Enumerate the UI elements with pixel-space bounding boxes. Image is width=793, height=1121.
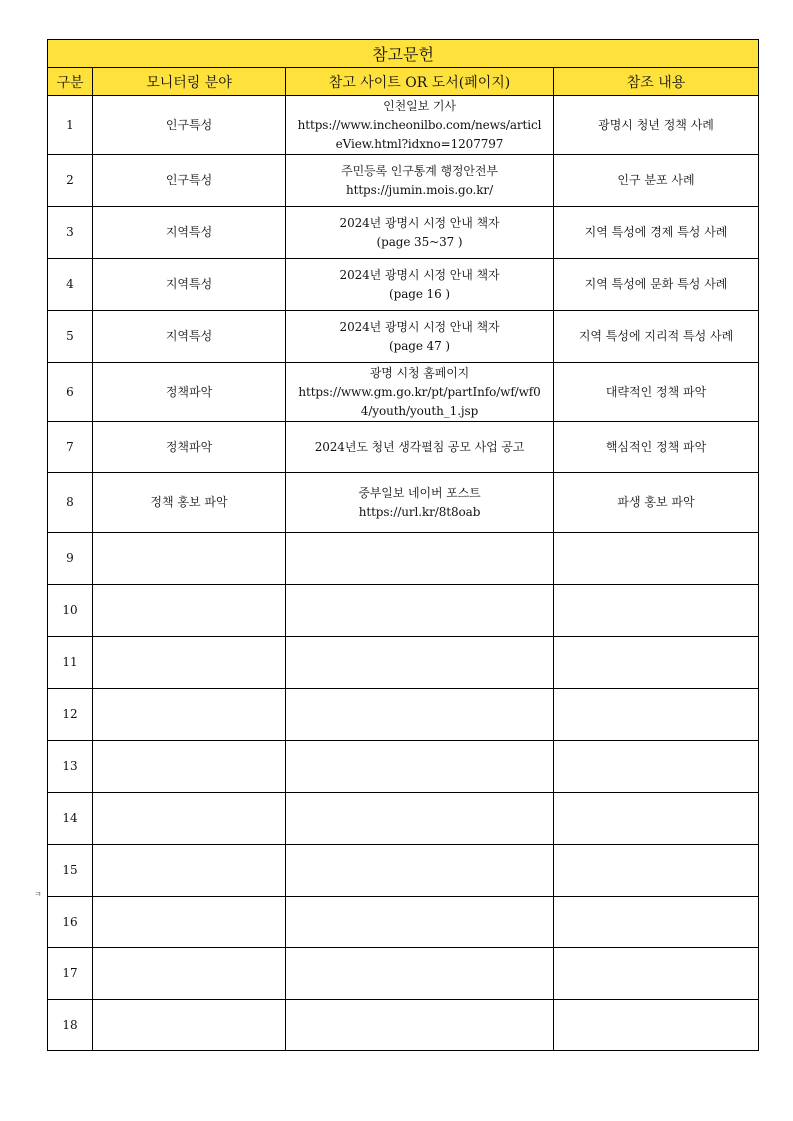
table-row (48, 637, 759, 689)
row-no: 1 (48, 96, 93, 155)
row-field (93, 585, 286, 637)
table-body (48, 96, 759, 1051)
table-row (48, 897, 759, 948)
table-row (48, 155, 759, 207)
table-row (48, 948, 759, 1000)
source-line: https://www.gm.go.kr/pt/partInfo/wf/wf0 (298, 384, 541, 399)
table-row (48, 96, 759, 155)
table-row (48, 311, 759, 363)
source-line: 2024년 광명시 시정 안내 책자 (339, 215, 500, 230)
table-row (48, 533, 759, 585)
row-content (554, 1000, 759, 1051)
row-field: 정책파악 (93, 363, 286, 422)
row-no: 13 (48, 741, 93, 793)
row-no: 6 (48, 363, 93, 422)
table-row (48, 207, 759, 259)
table-row (48, 689, 759, 741)
source-line: (page 16 ) (389, 286, 450, 301)
source-line: https://www.incheonilbo.com/news/articl (297, 117, 542, 132)
row-content (554, 897, 759, 948)
row-no: 15 (48, 845, 93, 897)
row-source (286, 259, 554, 311)
row-no: 12 (48, 689, 93, 741)
table-row (48, 363, 759, 422)
row-no: 16 (48, 897, 93, 948)
row-no: 14 (48, 793, 93, 845)
row-content (554, 637, 759, 689)
row-source (286, 207, 554, 259)
header-field: 모니터링 분야 (93, 68, 286, 96)
row-no: 17 (48, 948, 93, 1000)
row-source (286, 155, 554, 207)
row-content (554, 533, 759, 585)
row-field (93, 845, 286, 897)
row-field: 지역특성 (93, 311, 286, 363)
row-content (554, 741, 759, 793)
row-content: 인구 분포 사례 (554, 155, 759, 207)
row-source (286, 422, 554, 473)
row-no: 11 (48, 637, 93, 689)
row-no: 2 (48, 155, 93, 207)
row-source (286, 637, 554, 689)
row-content (554, 948, 759, 1000)
source-line: 인천일보 기사 (383, 98, 456, 113)
row-source (286, 741, 554, 793)
row-source (286, 793, 554, 845)
source-line: 4/youth/youth_1.jsp (360, 403, 479, 418)
source-line: eView.html?idxno=1207797 (335, 136, 504, 151)
row-no: 8 (48, 473, 93, 533)
row-source (286, 96, 554, 155)
row-no: 3 (48, 207, 93, 259)
source-line: 주민등록 인구통계 행정안전부 (341, 163, 498, 178)
source-line: 2024년 광명시 시정 안내 책자 (339, 319, 500, 334)
row-field (93, 948, 286, 1000)
reference-table (47, 39, 759, 1051)
row-content: 핵심적인 정책 파악 (554, 422, 759, 473)
row-source (286, 585, 554, 637)
row-field: 지역특성 (93, 207, 286, 259)
table-row (48, 845, 759, 897)
row-content: 파생 홍보 파악 (554, 473, 759, 533)
row-content (554, 585, 759, 637)
row-field (93, 533, 286, 585)
row-content: 지역 특성에 문화 특성 사례 (554, 259, 759, 311)
row-content: 지역 특성에 지리적 특성 사례 (554, 311, 759, 363)
row-content: 대략적인 정책 파악 (554, 363, 759, 422)
row-content: 광명시 청년 정책 사례 (554, 96, 759, 155)
row-content (554, 845, 759, 897)
source-line: (page 47 ) (389, 338, 450, 353)
row-no: 18 (48, 1000, 93, 1051)
row-field (93, 793, 286, 845)
row-no: 9 (48, 533, 93, 585)
source-line: 광명 시청 홈페이지 (369, 365, 470, 380)
row-field: 지역특성 (93, 259, 286, 311)
table-row (48, 585, 759, 637)
row-source (286, 533, 554, 585)
row-field: 정책 홍보 파악 (93, 473, 286, 533)
source-line: 2024년도 청년 생각펼침 공모 사업 공고 (314, 439, 525, 454)
row-source (286, 363, 554, 422)
row-source (286, 845, 554, 897)
source-line: 중부일보 네이버 포스트 (358, 485, 481, 500)
margin-mark: ㅋ (34, 890, 42, 899)
row-field: 인구특성 (93, 96, 286, 155)
table-row (48, 1000, 759, 1051)
row-no: 7 (48, 422, 93, 473)
row-field (93, 1000, 286, 1051)
table-row (48, 422, 759, 473)
table-row (48, 473, 759, 533)
row-content: 지역 특성에 경제 특성 사례 (554, 207, 759, 259)
row-field (93, 637, 286, 689)
source-line: 2024년 광명시 시정 안내 책자 (339, 267, 500, 282)
table-title: 참고문헌 (48, 40, 759, 68)
row-source (286, 473, 554, 533)
source-line: https://url.kr/8t8oab (358, 504, 481, 519)
row-source (286, 1000, 554, 1051)
table-row (48, 259, 759, 311)
row-source (286, 689, 554, 741)
header-row (48, 68, 759, 96)
source-line: https://jumin.mois.go.kr/ (345, 182, 494, 197)
row-field: 인구특성 (93, 155, 286, 207)
row-no: 5 (48, 311, 93, 363)
row-field: 정책파악 (93, 422, 286, 473)
row-field (93, 741, 286, 793)
table-row (48, 793, 759, 845)
row-content (554, 793, 759, 845)
header-content: 참조 내용 (554, 68, 759, 96)
source-line: (page 35~37 ) (376, 234, 463, 249)
row-source (286, 948, 554, 1000)
header-no: 구분 (48, 68, 93, 96)
row-content (554, 689, 759, 741)
row-source (286, 311, 554, 363)
row-no: 10 (48, 585, 93, 637)
row-source (286, 897, 554, 948)
row-no: 4 (48, 259, 93, 311)
row-field (93, 897, 286, 948)
row-field (93, 689, 286, 741)
header-source: 참고 사이트 OR 도서(페이지) (286, 68, 554, 96)
table-row (48, 741, 759, 793)
